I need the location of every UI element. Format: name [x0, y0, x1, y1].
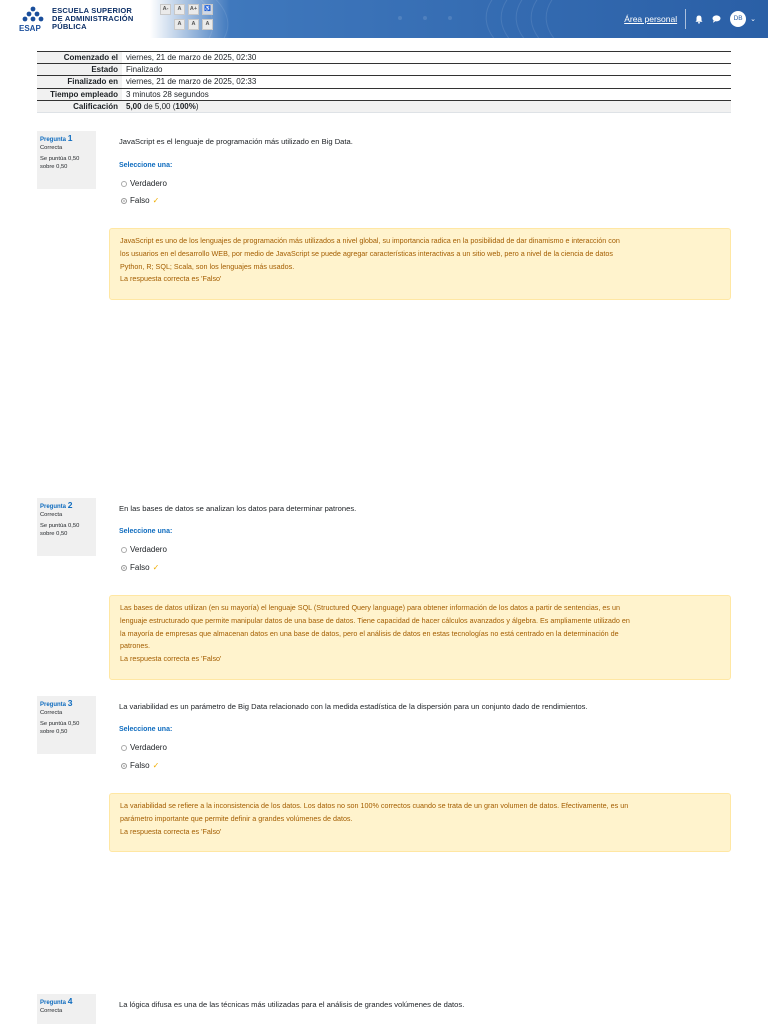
summary-label: Tiempo empleado [37, 88, 122, 100]
summary-label: Finalizado en [37, 76, 122, 88]
check-icon: ✓ [152, 196, 160, 205]
select-one-prompt: Seleccione una: [119, 528, 173, 535]
summary-row [37, 64, 731, 76]
feedback-line: patrones. [120, 641, 150, 651]
brand-line: DE ADMINISTRACIÓN [52, 14, 134, 23]
radio-selected-icon[interactable] [121, 763, 127, 769]
area-personal-link[interactable]: Área personal [624, 14, 678, 24]
summary-value: viernes, 21 de marzo de 2025, 02:30 [126, 53, 257, 63]
font-increase-button[interactable]: A+ [188, 4, 199, 15]
feedback-line: la mayoría de empresas que almacenan datos en una base de datos, pero el análisis de datos en estas tecnologías no está centrado en la determinación de [120, 628, 619, 638]
feedback-box [109, 793, 731, 852]
option-verdadero[interactable] [121, 743, 167, 752]
nav-divider [685, 9, 686, 29]
option-verdadero[interactable] [121, 179, 167, 188]
radio-icon[interactable] [121, 745, 127, 751]
contrast-button[interactable]: A [174, 19, 185, 30]
question-info [37, 498, 96, 556]
question-number: Pregunta 1 [40, 133, 73, 143]
question-number: Pregunta 2 [40, 500, 73, 510]
top-navbar [0, 0, 768, 38]
summary-row [37, 76, 731, 88]
grade-value [122, 100, 731, 112]
user-nav [624, 0, 756, 38]
question-text: La variabilidad es un parámetro de Big Data relacionado con la medida estadística de la dispersión para un conjunto dado de rendimientos. [119, 702, 588, 711]
option-label: Falso [130, 563, 150, 572]
question-number: Pregunta 4 [40, 996, 73, 1006]
option-falso[interactable] [121, 196, 159, 205]
bell-icon[interactable] [694, 14, 704, 24]
avatar[interactable]: DB [730, 11, 746, 27]
question-status: Correcta [40, 145, 63, 151]
option-label: Verdadero [130, 743, 167, 752]
chat-icon[interactable] [711, 14, 721, 24]
feedback-line: lenguaje estructurado que permite manipular datos de una base de datos. Tiene capacidad de hacer cálculos avanzados y álgebra. Es ampliamente utilizado en [120, 615, 630, 625]
feedback-line: parámetro importante que permite definir a grandes volúmenes de datos. [120, 813, 353, 823]
esap-logo[interactable] [18, 5, 158, 33]
grade-score: 5,00 [126, 101, 142, 111]
correct-answer: La respuesta correcta es 'Falso' [120, 274, 222, 284]
institution-name [52, 7, 133, 31]
chevron-down-icon[interactable]: ⌄ [750, 16, 756, 23]
select-one-prompt: Seleccione una: [119, 726, 173, 733]
grade-end: ) [195, 101, 199, 111]
check-icon: ✓ [152, 563, 160, 572]
question-status: Correcta [40, 1008, 63, 1014]
question-score: Se puntúa 0,50 sobre 0,50 [40, 523, 80, 537]
feedback-line: Las bases de datos utilizan (en su mayoría) el lenguaje SQL (Structured Query language) para obtener información de los datos a partir de sentencias, es un [120, 603, 620, 612]
feedback-line: JavaScript es uno de los lenguajes de programación más utilizados a nivel global, su importancia radica en la posibilidad de dar dinamismo e interacción con [120, 236, 620, 245]
feedback-line: Python, R; SQL; Scala, son los lenguajes más usados. [120, 261, 295, 271]
feedback-box [109, 228, 731, 300]
option-verdadero[interactable] [121, 545, 167, 554]
grade-mid: de 5,00 ( [141, 101, 176, 111]
summary-row-grade [37, 100, 731, 112]
correct-answer: La respuesta correcta es 'Falso' [120, 826, 222, 836]
grade-percent: 100% [175, 101, 196, 111]
question-text: JavaScript es el lenguaje de programación más utilizado en Big Data. [119, 137, 353, 146]
font-reset-button[interactable]: A [174, 4, 185, 15]
option-label: Verdadero [130, 545, 167, 554]
logo-text: ESAP [19, 24, 41, 33]
radio-icon[interactable] [121, 181, 127, 187]
summary-row [37, 88, 731, 100]
option-falso[interactable] [121, 761, 159, 770]
question-info [37, 131, 96, 189]
option-falso[interactable] [121, 563, 159, 572]
question-info [37, 994, 96, 1024]
radio-selected-icon[interactable] [121, 565, 127, 571]
radio-icon[interactable] [121, 547, 127, 553]
summary-value: 3 minutos 28 segundos [126, 89, 209, 99]
question-number: Pregunta 3 [40, 698, 73, 708]
brand-line: ESCUELA SUPERIOR [52, 6, 133, 15]
logo-mark-icon [18, 5, 48, 33]
question-text: En las bases de datos se analizan los datos para determinar patrones. [119, 504, 357, 513]
question-info [37, 696, 96, 754]
option-label: Verdadero [130, 179, 167, 188]
font-decrease-button[interactable]: A- [160, 4, 171, 15]
select-one-prompt: Seleccione una: [119, 162, 173, 169]
summary-row [37, 52, 731, 64]
accessibility-icon[interactable]: ♿ [202, 4, 213, 15]
question-text: La lógica difusa es una de las técnicas más utilizadas para el análisis de grandes volúmenes de datos. [119, 1000, 465, 1009]
summary-label: Calificación [37, 100, 122, 112]
option-label: Falso [130, 196, 150, 205]
summary-value: Finalizado [126, 65, 163, 75]
feedback-box [109, 595, 731, 680]
contrast-button[interactable]: A [188, 19, 199, 30]
summary-value: viernes, 21 de marzo de 2025, 02:33 [126, 77, 257, 87]
summary-label: Estado [37, 64, 122, 76]
question-status: Correcta [40, 710, 63, 716]
question-status: Correcta [40, 512, 63, 518]
brand-line: PÚBLICA [52, 22, 87, 31]
option-label: Falso [130, 761, 150, 770]
check-icon: ✓ [152, 761, 160, 770]
feedback-line: los usuarios en el desarrollo WEB, por medio de JavaScript se puede agregar características interactivas a un sitio web, pero a nivel de la ciencia de datos [120, 248, 614, 258]
attempt-summary-table [37, 51, 731, 113]
contrast-button[interactable]: A [202, 19, 213, 30]
question-score: Se puntúa 0,50 sobre 0,50 [40, 156, 80, 170]
radio-selected-icon[interactable] [121, 198, 127, 204]
correct-answer: La respuesta correcta es 'Falso' [120, 654, 222, 664]
question-score: Se puntúa 0,50 sobre 0,50 [40, 721, 80, 735]
accessibility-toolbar [160, 4, 216, 34]
summary-label: Comenzado el [37, 52, 122, 64]
feedback-line: La variabilidad se refiere a la inconsistencia de los datos. Los datos no son 100% correctos cuando se trata de un gran volumen de datos. Efectivamente, es un [120, 801, 629, 810]
